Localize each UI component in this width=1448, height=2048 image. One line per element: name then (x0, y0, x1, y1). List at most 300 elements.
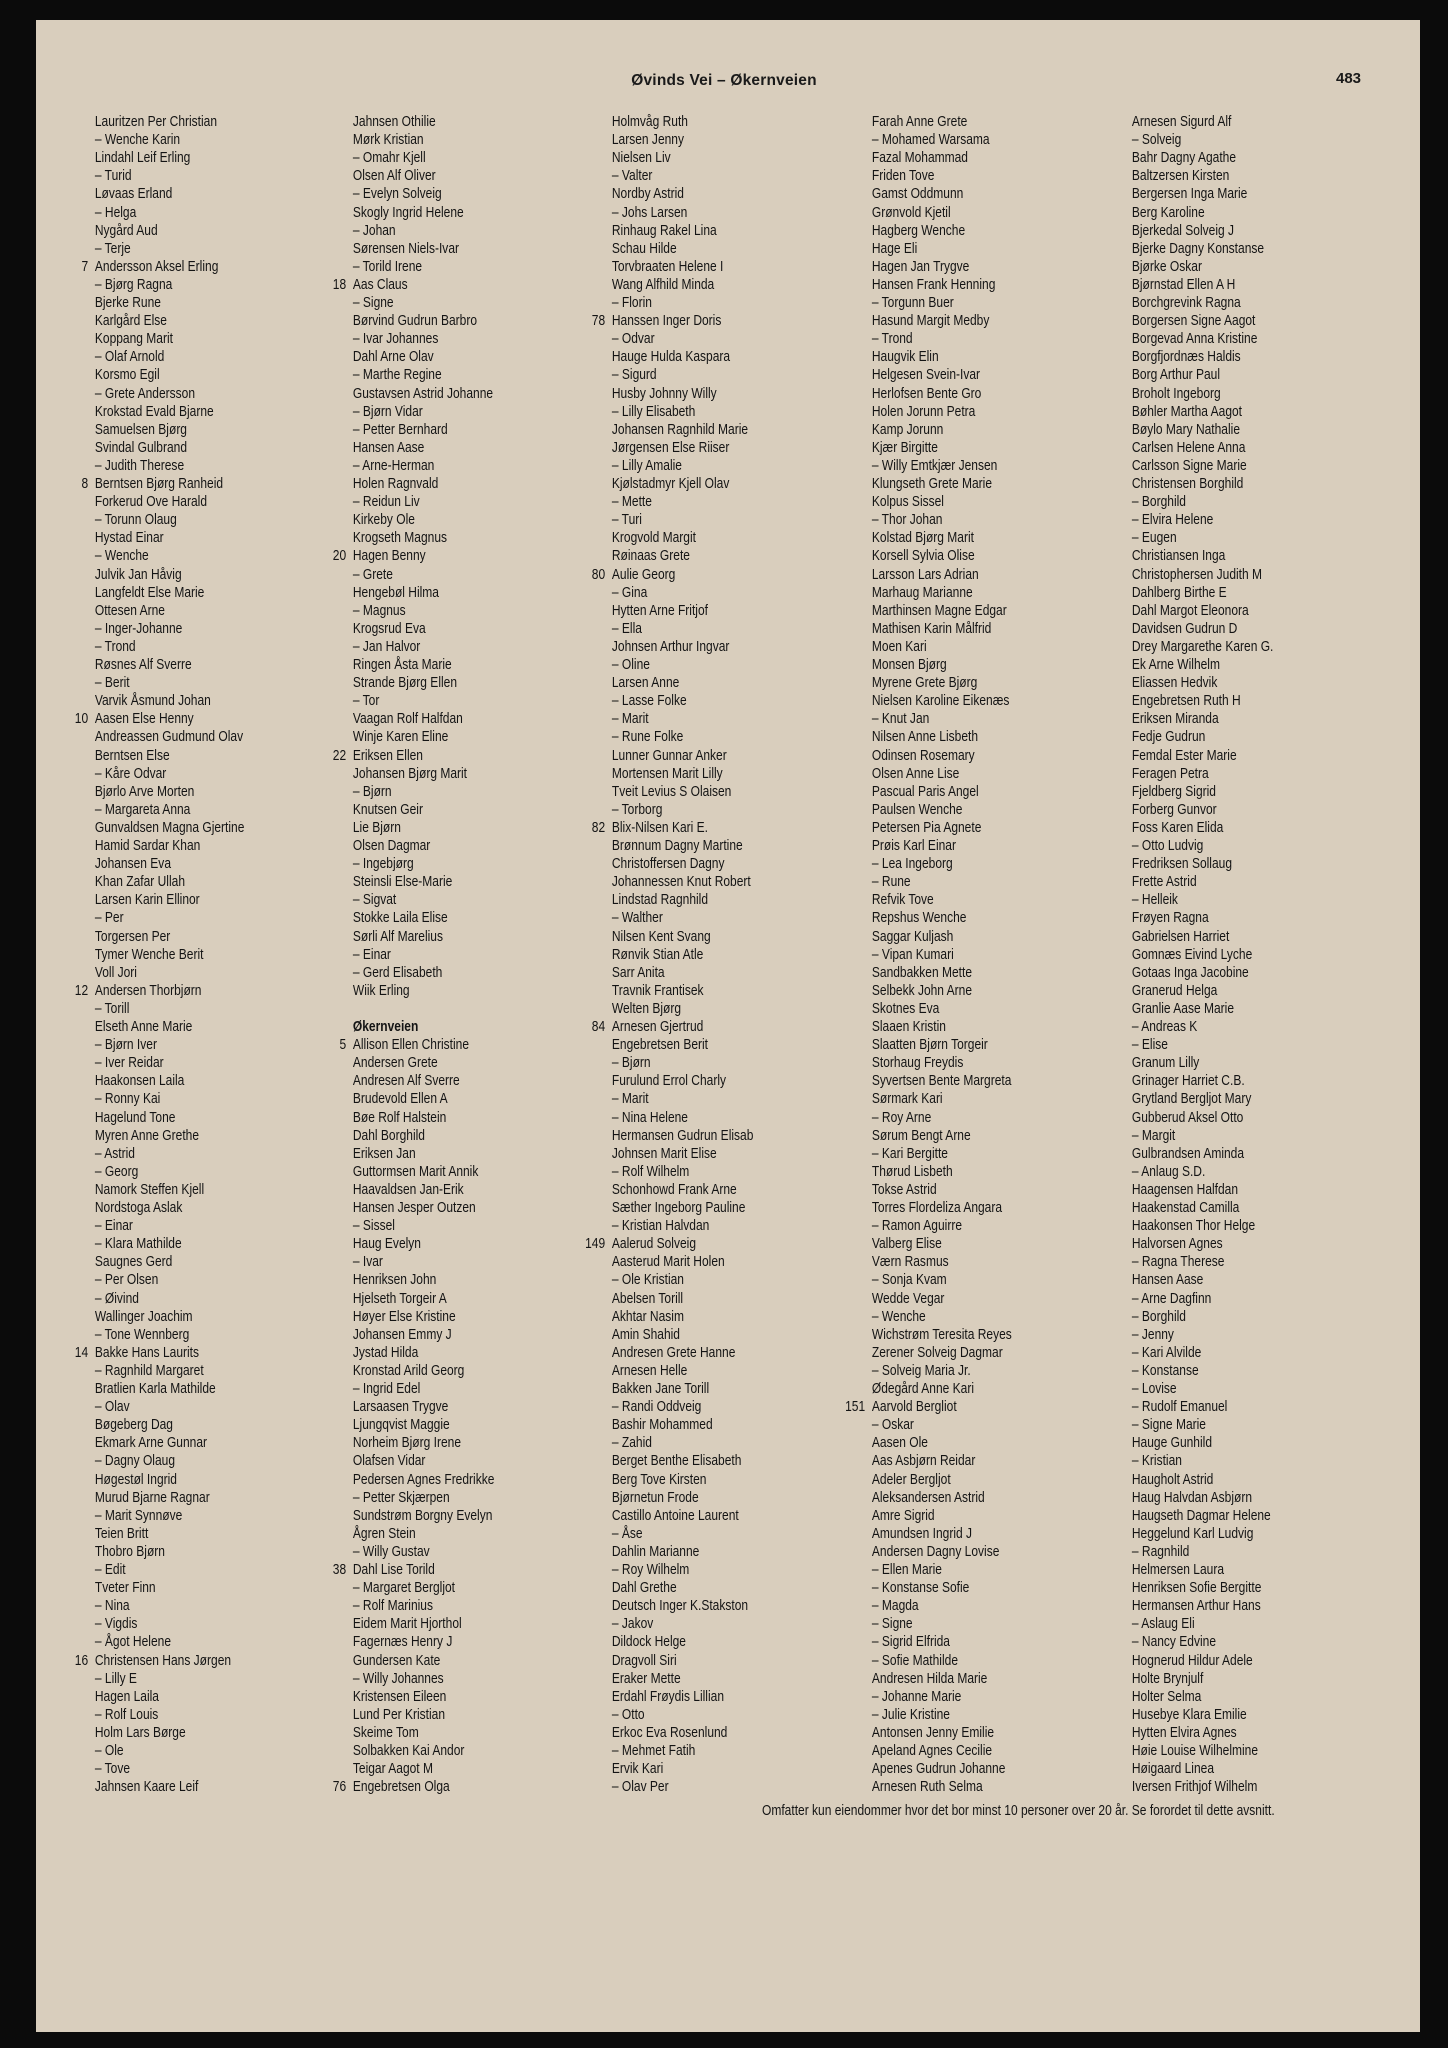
resident-name: Mortensen Marit Lilly (611, 765, 723, 782)
resident-name: Iversen Frithjof Wilhelm (1131, 1779, 1258, 1796)
resident-name: Hagen Benny (352, 548, 426, 565)
resident-name: Borg Arthur Paul (1131, 367, 1221, 384)
resident-name: Olsen Dagmar (352, 838, 431, 854)
resident-name: Schonhowd Frank Arne (611, 1181, 737, 1198)
resident-name: Myrene Grete Bjørg (871, 675, 978, 692)
resident-name: Rinhaug Rakel Lina (611, 222, 717, 239)
resident-name: Kolpus Sissel (871, 494, 944, 511)
resident-name: Hansen Frank Henning (871, 276, 996, 293)
house-number: 78 (591, 313, 606, 330)
resident-name: – Marthe Regine (352, 367, 442, 384)
resident-name: Andersen Grete (352, 1055, 438, 1072)
resident-name: Haagensen Halfdan (1131, 1181, 1239, 1198)
footnote: Omfatter kun eiendommer hvor det bor minst 10 personer over 20 år. Se forordet til dette avsnitt. (762, 1803, 1275, 1819)
resident-name: Eriksen Jan (352, 1145, 416, 1162)
resident-name: Sørmark Kari (871, 1091, 943, 1108)
resident-name: Gomnæs Eivind Lyche (1131, 946, 1253, 963)
resident-name: – Oline (611, 657, 650, 673)
resident-name: Tokse Astrid (871, 1181, 937, 1198)
resident-name: Zerener Solveig Dagmar (871, 1344, 1003, 1361)
page-number: 483 (1336, 70, 1362, 87)
resident-name: – Magda (871, 1598, 919, 1615)
resident-name: Bergersen Inga Marie (1131, 186, 1248, 203)
resident-name: Hansen Jesper Outzen (352, 1200, 476, 1216)
resident-name: Berg Karoline (1131, 204, 1205, 221)
resident-name: Winje Karen Eline (352, 729, 449, 746)
resident-name: Refvik Tove (871, 892, 934, 909)
resident-name: Apeland Agnes Cecilie (871, 1743, 993, 1759)
resident-name: Grytland Bergljot Mary (1131, 1091, 1252, 1108)
resident-name: Jystad Hilda (352, 1344, 419, 1361)
resident-name: Gotaas Inga Jacobine (1131, 964, 1249, 981)
resident-name: Bahr Dagny Agathe (1131, 150, 1237, 167)
resident-name: Lindahl Leif Erling (94, 150, 191, 167)
resident-name: – Margit (1131, 1127, 1176, 1144)
resident-name: Antonsen Jenny Emilie (871, 1724, 995, 1741)
resident-name: Tymer Wenche Berit (94, 946, 204, 963)
resident-name: Koppang Marit (94, 331, 173, 348)
resident-name: Ottesen Arne (94, 602, 165, 619)
resident-name: Hanssen Inger Doris (611, 313, 722, 330)
resident-name: Bratlien Karla Mathilde (94, 1381, 216, 1397)
resident-name: Jahnsen Othilie (352, 114, 436, 130)
resident-name: – Arne-Herman (352, 457, 435, 474)
resident-name: Hagen Jan Trygve (871, 258, 970, 275)
resident-name: – Ramon Aguirre (871, 1218, 963, 1235)
resident-name: Eriksen Miranda (1131, 711, 1219, 728)
resident-name: Arnesen Sigurd Alf (1131, 114, 1232, 130)
resident-name: Larsen Karin Ellinor (94, 892, 200, 909)
resident-name: Bjørnetun Frode (611, 1489, 699, 1506)
resident-name: Torres Flordeliza Angara (871, 1200, 1003, 1216)
resident-name: Kronstad Arild Georg (352, 1362, 465, 1379)
resident-name: Voll Jori (94, 964, 137, 981)
resident-name: Borgfjordnæs Haldis (1131, 349, 1241, 366)
resident-name: Grønvold Kjetil (871, 204, 951, 221)
resident-name: Carlsen Helene Anna (1131, 439, 1246, 456)
resident-name: Lauritzen Per Christian (94, 114, 218, 130)
resident-name: – Iver Reidar (94, 1055, 164, 1072)
resident-name: – Bjørn (352, 783, 392, 800)
resident-name: Schau Hilde (611, 240, 677, 257)
resident-name: – Kari Bergitte (871, 1145, 948, 1162)
resident-name: – Randi Oddveig (611, 1399, 702, 1416)
resident-name: Hytten Arne Fritjof (611, 602, 708, 619)
resident-name: Prøis Karl Einar (871, 838, 956, 854)
resident-name: Johannessen Knut Robert (611, 874, 751, 891)
resident-name: Wedde Vegar (871, 1290, 945, 1307)
resident-name: Lund Per Kristian (352, 1706, 446, 1723)
resident-name: – Elise (1131, 1037, 1168, 1054)
resident-name: Nordby Astrid (611, 186, 684, 203)
resident-name: Hage Eli (871, 240, 918, 257)
resident-name: Baltzersen Kirsten (1131, 168, 1230, 185)
resident-name: – Helga (94, 204, 137, 221)
resident-name: Marhaug Marianne (871, 584, 973, 601)
resident-name: – Astrid (94, 1145, 135, 1162)
resident-name: Allison Ellen Christine (352, 1037, 470, 1054)
resident-name: Aas Asbjørn Reidar (871, 1453, 976, 1470)
resident-name: – Vigdis (94, 1616, 138, 1633)
resident-name: – Solveig Maria Jr. (871, 1362, 971, 1379)
resident-name: Gundersen Kate (352, 1652, 441, 1669)
resident-name: Berget Benthe Elisabeth (611, 1453, 742, 1470)
resident-name: Julvik Jan Håvig (94, 566, 182, 583)
resident-name: – Marit (611, 1091, 649, 1108)
resident-name: – Reidun Liv (352, 494, 420, 511)
resident-name: – Roy Wilhelm (611, 1562, 690, 1578)
resident-name: Forkerud Ove Harald (94, 494, 208, 511)
resident-name: Farah Anne Grete (871, 114, 968, 130)
resident-name: Amundsen Ingrid J (871, 1525, 973, 1542)
resident-name: Hermansen Arthur Hans (1131, 1598, 1261, 1615)
resident-name: Castillo Antoine Laurent (611, 1507, 739, 1524)
resident-name: – Olav (94, 1399, 130, 1416)
resident-name: Andresen Grete Hanne (611, 1344, 736, 1361)
resident-name: Hansen Aase (1131, 1272, 1204, 1289)
resident-name: Hermansen Gudrun Elisab (611, 1127, 754, 1144)
resident-name: Granum Lilly (1131, 1055, 1200, 1072)
resident-name: Johnsen Marit Elise (611, 1145, 717, 1162)
resident-name: Krogvold Margit (611, 530, 696, 547)
resident-name: – Turid (94, 168, 132, 185)
resident-name: Høyer Else Kristine (352, 1308, 456, 1325)
resident-name: Sandbakken Mette (871, 964, 973, 981)
resident-name: Nielsen Liv (611, 150, 671, 167)
resident-name: Fredriksen Sollaug (1131, 856, 1233, 873)
resident-name: Brønnum Dagny Martine (611, 838, 743, 854)
resident-name: Eriksen Ellen (352, 747, 423, 764)
resident-name: Pedersen Agnes Fredrikke (352, 1471, 495, 1488)
resident-name: Fazal Mohammad (871, 150, 968, 167)
resident-name: Værn Rasmus (871, 1254, 949, 1271)
resident-name: Dahlberg Birthe E (1131, 584, 1227, 601)
resident-name: – Sigurd (611, 367, 657, 384)
resident-name: Selbekk John Arne (871, 982, 973, 999)
resident-name: Femdal Ester Marie (1131, 747, 1237, 764)
resident-name: Gamst Oddmunn (871, 186, 964, 203)
house-number: 5 (339, 1037, 347, 1054)
resident-name: Høgestøl Ingrid (94, 1471, 177, 1488)
resident-name: Forberg Gunvor (1131, 801, 1217, 818)
resident-name: Ervik Kari (611, 1761, 664, 1778)
house-number: 22 (332, 747, 347, 764)
resident-name: Nygård Aud (94, 222, 158, 239)
resident-name: Syvertsen Bente Margreta (871, 1073, 1012, 1090)
resident-name: Høigaard Linea (1131, 1761, 1215, 1778)
resident-name: Wiik Erling (352, 982, 410, 999)
resident-name: – Torborg (611, 801, 663, 818)
resident-name: Haugholt Astrid (1131, 1471, 1214, 1488)
resident-name: Gulbrandsen Aminda (1131, 1145, 1245, 1162)
resident-name: Mathisen Karin Målfrid (871, 620, 992, 637)
resident-name: Ljungqvist Maggie (352, 1417, 450, 1434)
resident-name: Johansen Bjørg Marit (352, 765, 468, 782)
resident-name: Wang Alfhild Minda (611, 276, 715, 293)
resident-name: Engebretsen Ruth H (1131, 693, 1241, 710)
resident-name: Saggar Kuljash (871, 928, 954, 945)
resident-name: Granlie Aase Marie (1131, 1000, 1235, 1017)
resident-name: Guttormsen Marit Annik (352, 1163, 479, 1180)
resident-name: – Wenche (871, 1308, 926, 1325)
resident-name: Haug Evelyn (352, 1236, 421, 1253)
resident-name: Bjerkedal Solveig J (1131, 222, 1235, 239)
resident-name: Storhaug Freydis (871, 1055, 964, 1072)
resident-name: Andersen Thorbjørn (94, 982, 202, 999)
resident-name: Andresen Alf Sverre (352, 1073, 460, 1090)
resident-name: Andersson Aksel Erling (94, 258, 219, 275)
resident-name: Bjørlo Arve Morten (94, 783, 195, 800)
resident-name: Torgersen Per (94, 928, 171, 945)
resident-name: Borgevad Anna Kristine (1131, 331, 1258, 348)
house-number: 151 (845, 1399, 866, 1416)
resident-name: – Jenny (1131, 1326, 1174, 1343)
resident-name: – Kari Alvilde (1131, 1344, 1202, 1361)
resident-name: Slaaen Kristin (871, 1019, 946, 1035)
resident-name: Hjelseth Torgeir A (352, 1290, 447, 1307)
resident-name: – Per (94, 910, 124, 927)
house-number: 76 (332, 1779, 347, 1796)
resident-name: Monsen Bjørg (871, 657, 947, 673)
resident-name: – Rune (871, 874, 911, 891)
resident-name: – Ivar (352, 1254, 383, 1271)
resident-name: – Signe Marie (1131, 1417, 1206, 1434)
resident-name: Ågren Stein (352, 1525, 416, 1542)
resident-name: Herlofsen Bente Gro (871, 385, 982, 402)
resident-name: Holen Ragnvald (352, 476, 439, 492)
resident-name: Mørk Kristian (352, 132, 424, 149)
resident-name: Svindal Gulbrand (94, 439, 188, 456)
resident-name: – Rolf Wilhelm (611, 1163, 690, 1180)
resident-name: Hauge Gunhild (1131, 1435, 1213, 1452)
resident-name: – Grete Andersson (94, 385, 196, 402)
resident-name: – Sigrid Elfrida (871, 1634, 950, 1651)
resident-name: Myren Anne Grethe (94, 1127, 200, 1144)
resident-name: – Wenche Karin (94, 132, 181, 149)
resident-name: Bashir Mohammed (611, 1417, 713, 1434)
resident-name: – Ella (611, 620, 642, 637)
resident-name: – Trond (94, 638, 136, 655)
resident-name: Aalerud Solveig (611, 1236, 697, 1253)
resident-name: Korsell Sylvia Olise (871, 548, 975, 565)
resident-name: Christoffersen Dagny (611, 856, 725, 873)
resident-name: – Willy Emtkjær Jensen (871, 457, 998, 474)
resident-name: – Marit Synnøve (94, 1507, 183, 1524)
resident-name: Nilsen Kent Svang (611, 928, 711, 945)
resident-name: Bakken Jane Torill (611, 1381, 710, 1397)
resident-name: Larsaasen Trygve (352, 1399, 449, 1416)
resident-name: Dahl Arne Olav (352, 349, 434, 366)
resident-name: Karlgård Else (94, 313, 167, 330)
resident-name: Løvaas Erland (94, 186, 173, 203)
resident-name: Erdahl Frøydis Lillian (611, 1688, 725, 1705)
resident-name: Krogseth Magnus (352, 530, 448, 547)
resident-name: Jahnsen Kaare Leif (94, 1779, 199, 1796)
resident-name: Murud Bjarne Ragnar (94, 1489, 210, 1506)
resident-name: Lindstad Ragnhild (611, 892, 709, 909)
resident-name: Hagberg Wenche (871, 222, 966, 239)
resident-name: – Kristian (1131, 1453, 1182, 1470)
resident-name: Friden Tove (871, 168, 935, 185)
resident-name: Hansen Aase (352, 439, 425, 456)
resident-name: – Signe (352, 295, 394, 311)
resident-name: Hengebøl Hilma (352, 584, 439, 601)
resident-name: Davidsen Gudrun D (1131, 620, 1238, 637)
resident-name: Eraker Mette (611, 1670, 681, 1687)
resident-name: Aasterud Marit Holen (611, 1254, 725, 1271)
resident-name: – Georg (94, 1163, 139, 1180)
resident-name: Erkoc Eva Rosenlund (611, 1724, 728, 1741)
resident-name: Bakke Hans Laurits (94, 1344, 200, 1361)
resident-name: – Willy Gustav (352, 1543, 430, 1560)
resident-name: Aarvold Bergliot (871, 1399, 957, 1416)
resident-name: – Bjørg Ragna (94, 276, 173, 293)
resident-name: Sarr Anita (611, 964, 665, 981)
resident-name: – Tor (352, 693, 380, 710)
resident-name: – Trond (871, 331, 913, 348)
resident-name: Ek Arne Wilhelm (1131, 657, 1220, 673)
resident-name: – Otto (611, 1706, 645, 1723)
resident-name: Granerud Helga (1131, 982, 1218, 999)
resident-name: – Marit (611, 711, 649, 728)
resident-name: – Rolf Marinius (352, 1598, 433, 1615)
resident-name: Holen Jorunn Petra (871, 403, 976, 420)
resident-name: Kirkeby Ole (352, 512, 415, 529)
resident-name: Hagen Laila (94, 1688, 159, 1705)
resident-name: – Ingebjørg (352, 856, 414, 873)
resident-name: Drey Margarethe Karen G. (1131, 638, 1274, 655)
resident-name: Travnik Frantisek (611, 982, 704, 999)
page-header: Øvinds Vei – Økernveien (631, 72, 817, 89)
resident-name: Holter Selma (1131, 1688, 1202, 1705)
resident-name: Arnesen Helle (611, 1362, 688, 1379)
resident-name: Høie Louise Wilhelmine (1131, 1743, 1259, 1759)
resident-name: Hytten Elvira Agnes (1131, 1724, 1237, 1741)
resident-name: Bøhler Martha Aagot (1131, 403, 1243, 420)
resident-name: Broholt Ingeborg (1131, 385, 1221, 402)
house-number: 149 (585, 1236, 606, 1253)
resident-name: – Lovise (1131, 1381, 1177, 1397)
resident-name: – Borghild (1131, 1308, 1186, 1325)
resident-name: – Berit (94, 675, 130, 692)
resident-name: Berntsen Else (94, 747, 170, 764)
resident-name: Norheim Bjørg Irene (352, 1435, 462, 1452)
resident-name: – Torild Irene (352, 258, 423, 275)
resident-name: – Ragnhild (1131, 1543, 1190, 1560)
resident-name: Haugseth Dagmar Helene (1131, 1507, 1271, 1524)
resident-name: – Otto Ludvig (1131, 838, 1204, 854)
resident-name: Krokstad Evald Bjarne (94, 403, 214, 420)
resident-name: Halvorsen Agnes (1131, 1236, 1223, 1253)
resident-name: – Sissel (352, 1218, 395, 1235)
resident-name: Khan Zafar Ullah (94, 874, 186, 891)
resident-name: – Rune Folke (611, 729, 684, 746)
resident-name: Aleksandersen Astrid (871, 1489, 985, 1506)
resident-name: Kamp Jorunn (871, 421, 944, 438)
resident-name: – Jan Halvor (352, 638, 421, 655)
resident-name: Engebretsen Berit (611, 1037, 709, 1054)
resident-name: – Vipan Kumari (871, 946, 954, 963)
resident-name: Petersen Pia Agnete (871, 819, 982, 836)
resident-name: Sundstrøm Borgny Evelyn (352, 1507, 493, 1524)
resident-name: Wallinger Joachim (94, 1308, 193, 1325)
resident-name: Kjølstadmyr Kjell Olav (611, 476, 730, 492)
resident-name: – Bjørn Iver (94, 1037, 157, 1054)
resident-name: Kristensen Eileen (352, 1688, 447, 1705)
resident-name: Hystad Einar (94, 530, 164, 547)
resident-name: – Nina Helene (611, 1109, 688, 1126)
resident-name: Nielsen Karoline Eikenæs (871, 693, 1010, 710)
resident-name: Haakonsen Thor Helge (1131, 1218, 1256, 1235)
resident-name: Holmvåg Ruth (611, 114, 688, 130)
resident-name: Klungseth Grete Marie (871, 476, 993, 492)
resident-name: – Eugen (1131, 530, 1177, 547)
resident-name: Berntsen Bjørg Ranheid (94, 476, 224, 492)
resident-name: Vaagan Rolf Halfdan (352, 711, 463, 728)
resident-name: Hamid Sardar Khan (94, 838, 201, 854)
resident-name: Arnesen Gjertrud (611, 1019, 704, 1035)
resident-name: Christensen Hans Jørgen (94, 1652, 232, 1669)
resident-name: Steinsli Else-Marie (352, 874, 453, 891)
resident-name: Torvbraaten Helene I (611, 258, 724, 275)
resident-name: Aasen Ole (871, 1435, 928, 1452)
resident-name: Eidem Marit Hjorthol (352, 1616, 462, 1633)
resident-name: Aulie Georg (611, 566, 676, 583)
resident-name: – Johanne Marie (871, 1688, 962, 1705)
resident-name: Repshus Wenche (871, 910, 967, 927)
resident-name: – Margareta Anna (94, 801, 191, 818)
resident-name: – Gerd Elisabeth (352, 964, 443, 981)
resident-name: Feragen Petra (1131, 765, 1209, 782)
resident-name: Solbakken Kai Andor (352, 1743, 465, 1759)
resident-name: Tveter Finn (94, 1580, 156, 1597)
resident-name: – Gina (611, 584, 648, 601)
resident-name: Deutsch Inger K.Stakston (611, 1598, 749, 1615)
resident-name: Amin Shahid (611, 1326, 680, 1343)
resident-name: – Solveig (1131, 132, 1182, 149)
resident-name: Dahl Lise Torild (352, 1562, 435, 1578)
resident-name: Gabrielsen Harriet (1131, 928, 1230, 945)
resident-name: – Ivar Johannes (352, 331, 439, 348)
house-number: 14 (74, 1344, 89, 1361)
resident-name: Helmersen Laura (1131, 1562, 1225, 1578)
resident-name: Korsmo Egil (94, 367, 160, 384)
house-number: 16 (74, 1652, 89, 1669)
resident-name: – Rolf Louis (94, 1706, 159, 1723)
resident-name: Grinager Harriet C.B. (1131, 1073, 1245, 1090)
resident-name: – Nancy Edvine (1131, 1634, 1216, 1651)
resident-name: – Florin (611, 295, 652, 311)
house-number: 82 (591, 819, 606, 836)
resident-name: – Olav Per (611, 1779, 669, 1796)
resident-name: – Lea Ingeborg (871, 856, 953, 873)
resident-name: Brudevold Ellen A (352, 1091, 448, 1108)
resident-name: Larsson Lars Adrian (871, 566, 979, 583)
resident-name: Hagelund Tone (94, 1109, 176, 1126)
resident-name: – Edit (94, 1562, 126, 1578)
resident-name: Fjeldberg Sigrid (1131, 783, 1216, 800)
resident-name: Sørli Alf Marelius (352, 928, 443, 945)
resident-name: Fagernæs Henry J (352, 1634, 453, 1651)
resident-name: Ringen Åsta Marie (352, 657, 452, 673)
resident-name: – Kristian Halvdan (611, 1218, 710, 1235)
resident-name: Nordstoga Aslak (94, 1200, 183, 1216)
resident-name: Blix-Nilsen Kari E. (611, 819, 708, 836)
resident-name: Larsen Jenny (611, 132, 684, 149)
resident-name: – Oskar (871, 1417, 914, 1434)
resident-name: Bjerke Rune (94, 295, 161, 311)
resident-name: – Magnus (352, 602, 406, 619)
